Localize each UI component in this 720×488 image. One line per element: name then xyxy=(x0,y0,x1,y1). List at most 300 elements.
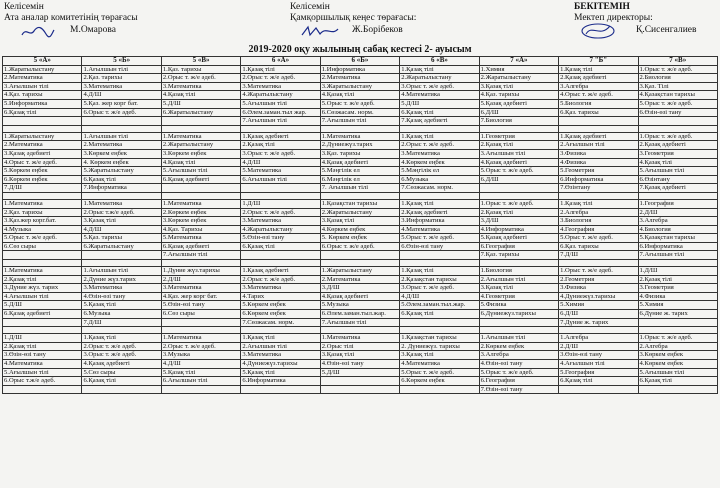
lesson-cell: 5.География xyxy=(559,368,638,377)
header-center xyxy=(290,2,416,24)
lesson-cell: 6.Информатика xyxy=(241,377,320,386)
board-chair-name: Ж.Борібеков xyxy=(352,25,403,35)
lesson-cell: 4.Көркем еңбек xyxy=(320,225,399,234)
day-separator xyxy=(3,192,718,199)
lesson-cell: 6.Мәңгілік ел xyxy=(320,175,399,184)
lesson-cell: 4.Математика xyxy=(3,360,82,369)
lesson-cell: 1.Ағылшын тілі xyxy=(82,132,161,141)
lesson-cell: 2.Ағылшын тілі xyxy=(559,141,638,150)
board-chair-label: Қамқоршылық кеңес төрағасы: xyxy=(290,13,417,23)
lesson-cell: 4.Музыка xyxy=(3,225,82,234)
lesson-cell: 6.Қазақ әдебиеті xyxy=(161,242,240,251)
lesson-cell: 2.Орыс т. ж/е әдеб. xyxy=(241,275,320,284)
lesson-cell: 2.Қаз. тарихы xyxy=(3,208,82,217)
lesson-cell: 1.Математика xyxy=(320,132,399,141)
lesson-row xyxy=(3,117,718,126)
lesson-cell: 5. Көркем еңбек xyxy=(320,234,399,243)
lesson-cell: 1.Математика xyxy=(161,132,240,141)
lesson-cell: 5.Орыс т. ж/е әдеб. xyxy=(320,99,399,108)
lesson-cell: 7.Сөзжасам. норм. xyxy=(400,184,479,193)
lesson-cell: 3.Қазақ тілі xyxy=(82,217,161,226)
lesson-cell: 7.Ағылшын тілі xyxy=(638,251,718,260)
lesson-cell: 1.Алгебра xyxy=(559,334,638,343)
lesson-cell: 3.Қазақ тілі xyxy=(320,351,399,360)
lesson-cell: 7.Өзін-өзі тану xyxy=(479,385,558,394)
lesson-cell: 3.Орыс т. ж/е әдеб. xyxy=(82,351,161,360)
lesson-cell xyxy=(559,385,638,394)
separator-cell xyxy=(400,260,479,267)
lesson-cell: 2.Қазақ тілі xyxy=(3,275,82,284)
separator-cell xyxy=(320,260,399,267)
lesson-cell: 1.Математика xyxy=(3,267,82,276)
lesson-row xyxy=(3,158,718,167)
lesson-cell: 6.Музыка xyxy=(400,175,479,184)
lesson-cell: 1.Қазақ әдебиеті xyxy=(241,267,320,276)
separator-cell xyxy=(479,125,558,132)
lesson-cell: 5.Қазақ әдебиеті xyxy=(479,234,558,243)
lesson-cell: 5.Көркем еңбек xyxy=(3,167,82,176)
signature-right xyxy=(578,22,618,42)
separator-cell xyxy=(82,327,161,334)
lesson-cell xyxy=(241,385,320,394)
lesson-cell: 6.Көркем еңбек xyxy=(3,175,82,184)
lesson-cell xyxy=(82,385,161,394)
lesson-cell: 1.Химия xyxy=(479,65,558,74)
lesson-cell: 3.Геометрия xyxy=(638,149,718,158)
lesson-cell xyxy=(3,251,82,260)
lesson-cell: 1.Қазақ әдебиеті xyxy=(241,132,320,141)
lesson-cell xyxy=(241,184,320,193)
lesson-cell: 7.Дүние ж. тарих xyxy=(559,318,638,327)
director-label: Мектеп директоры: xyxy=(574,13,653,23)
separator-cell xyxy=(479,260,558,267)
lesson-cell: 4.Геометрия xyxy=(479,292,558,301)
lesson-cell: 2.Дүние жүз.тарих xyxy=(82,275,161,284)
lesson-row xyxy=(3,184,718,193)
lesson-cell: 4.Өзін-өзі тану xyxy=(82,292,161,301)
lesson-cell: 5.Орыс т. ж/е әдеб. xyxy=(3,234,82,243)
lesson-cell: 5.Қазақ әдебиеті xyxy=(479,99,558,108)
lesson-cell: 4.Информатика xyxy=(479,225,558,234)
separator-cell xyxy=(241,260,320,267)
lesson-row xyxy=(3,141,718,150)
lesson-cell: 4.Д/Ш xyxy=(241,158,320,167)
lesson-cell: 6.Сөз сыры xyxy=(161,310,240,319)
lesson-cell: 3.Биология xyxy=(559,217,638,226)
lesson-cell: 3.Физика xyxy=(559,284,638,293)
committee-chair-name: М.Омарова xyxy=(70,25,116,35)
lesson-cell: 4.Физика xyxy=(638,292,718,301)
lesson-cell: 4.Дүниежүз.тарихы xyxy=(559,292,638,301)
lesson-cell: 4.Қазақ әдебиеті xyxy=(82,360,161,369)
lesson-cell: 6.Қазақ тілі xyxy=(82,175,161,184)
lesson-cell: 3.Көркем еңбек xyxy=(161,217,240,226)
lesson-cell: 7. Ағылшын тілі xyxy=(320,184,399,193)
lesson-cell: 3.Қазақ әдебиеті xyxy=(3,149,82,158)
lesson-cell: 3.Жаратылыстану xyxy=(320,82,399,91)
lesson-cell: 2.Геометрия xyxy=(559,275,638,284)
lesson-cell: 5.Қаз. тарихы xyxy=(82,234,161,243)
class-column-header: 5 «В» xyxy=(161,57,240,66)
lesson-cell: 1.Қазақ тілі xyxy=(559,199,638,208)
day-separator xyxy=(3,125,718,132)
separator-cell xyxy=(559,260,638,267)
lesson-cell: 3.Д/Ш xyxy=(320,284,399,293)
lesson-cell: 5.Көркем еңбек xyxy=(241,301,320,310)
lesson-cell: 2.Алгебра xyxy=(638,342,718,351)
lesson-cell xyxy=(320,377,399,386)
separator-cell xyxy=(559,125,638,132)
lesson-cell: 3.Қазақ тілі xyxy=(400,351,479,360)
lesson-cell: 1.География xyxy=(638,199,718,208)
lesson-cell: 2.Қазақ тілі xyxy=(3,342,82,351)
separator-cell xyxy=(82,125,161,132)
lesson-cell: 1.Қазақ тілі xyxy=(400,199,479,208)
lesson-row xyxy=(3,225,718,234)
lesson-cell: 6.Қазақ тілі xyxy=(3,108,82,117)
lesson-cell: 1.Қазақ тілі xyxy=(559,65,638,74)
lesson-cell: 2.Көркем еңбек xyxy=(161,208,240,217)
class-column-header: 6 «А» xyxy=(241,57,320,66)
lesson-cell: 2.Жаратылыстану xyxy=(161,141,240,150)
lesson-cell: 4.Көркем еңбек xyxy=(638,360,718,369)
lesson-row xyxy=(3,301,718,310)
lesson-cell: 6.Қазақ тілі xyxy=(400,108,479,117)
lesson-cell: 4.Дүниежүз.тарихы xyxy=(241,360,320,369)
lesson-cell: 3.Математика xyxy=(241,284,320,293)
lesson-cell: 1.Қазақ тілі xyxy=(82,334,161,343)
separator-cell xyxy=(400,192,479,199)
lesson-cell: 2.Орыс т. ж/е әдеб. xyxy=(82,342,161,351)
lesson-row xyxy=(3,351,718,360)
lesson-cell: 4.Қазақ тілі xyxy=(161,91,240,100)
lesson-cell: 2.Қазақ тілі xyxy=(638,275,718,284)
lesson-cell: 6.Қазақ тілі xyxy=(638,377,718,386)
lesson-cell: 4.Көркем еңбек xyxy=(400,158,479,167)
lesson-cell: 5.Орыс т. ж/е әдеб. xyxy=(479,368,558,377)
lesson-cell: 7.Ағылшын тілі xyxy=(320,117,399,126)
lesson-cell: 1.Математика xyxy=(82,199,161,208)
lesson-cell: 5.Орыс т. ж/е әдеб. xyxy=(638,99,718,108)
lesson-cell: 6.Сөзжасам. норм. xyxy=(320,108,399,117)
lesson-cell: 5.Геометрия xyxy=(559,167,638,176)
lesson-cell: 1.Қазақ тілі xyxy=(400,267,479,276)
lesson-cell: 5.Сөз сыры xyxy=(82,368,161,377)
lesson-cell: 1.Математика xyxy=(161,334,240,343)
separator-cell xyxy=(241,192,320,199)
lesson-cell: 6.Д/Ш xyxy=(479,175,558,184)
separator-cell xyxy=(638,192,718,199)
lesson-cell: 5.Ағылшын тілі xyxy=(638,167,718,176)
separator-cell xyxy=(638,327,718,334)
lesson-cell: 1.Д/Ш xyxy=(241,199,320,208)
lesson-row xyxy=(3,82,718,91)
lesson-cell: 6.География xyxy=(479,377,558,386)
lesson-cell: 3.Ағылшын тілі xyxy=(3,82,82,91)
lesson-cell: 1.Қазақ әдебиеті xyxy=(559,132,638,141)
lesson-cell: 3.Геометрия xyxy=(638,284,718,293)
lesson-cell: 1.Д/Ш xyxy=(638,267,718,276)
class-column-header: 6 «В» xyxy=(400,57,479,66)
lesson-cell: 6.Д/Ш xyxy=(479,108,558,117)
separator-cell xyxy=(3,125,82,132)
class-column-header: 5 «Б» xyxy=(82,57,161,66)
lesson-cell: 6.Өзін-өзі тану xyxy=(638,108,718,117)
lesson-cell: 2.Орыс т.ж/е әдеб. xyxy=(82,208,161,217)
director-name: Қ.Сисенгалиев xyxy=(636,25,697,35)
lesson-cell: 5.Ағылшын тілі xyxy=(638,368,718,377)
class-column-header: 7 "Б" xyxy=(559,57,638,66)
lesson-cell: 3.Өзін-өзі тану xyxy=(559,351,638,360)
lesson-cell: 7.Сөзжасам. норм. xyxy=(241,318,320,327)
lesson-cell: 2.Көркем еңбек xyxy=(479,342,558,351)
lesson-cell: 7.Д/Ш xyxy=(3,184,82,193)
lesson-cell: 3.Қаз. Тілі xyxy=(638,82,718,91)
lesson-cell: 5.Орыс т. ж/е әдеб. xyxy=(559,234,638,243)
lesson-cell xyxy=(638,318,718,327)
lesson-cell: 6.Ағылшын тілі xyxy=(161,377,240,386)
lesson-row xyxy=(3,149,718,158)
committee-chair-label: Ата аналар комитетінің төрағасы xyxy=(4,13,138,23)
lesson-cell: 2.Математика xyxy=(320,74,399,83)
lesson-cell: 5.Қаз. жер корг бат. xyxy=(82,99,161,108)
lesson-cell: 6.Дүние ж. тарих xyxy=(638,310,718,319)
lesson-cell: 1.Ағылшын тілі xyxy=(479,334,558,343)
lesson-cell: 5.Мәңгілік ел xyxy=(320,167,399,176)
separator-cell xyxy=(161,260,240,267)
lesson-row xyxy=(3,167,718,176)
lesson-cell xyxy=(479,318,558,327)
lesson-cell: 4.Қазақ тілі xyxy=(320,91,399,100)
lesson-row xyxy=(3,99,718,108)
lesson-cell: 5.Орыс т. ж/е әдеб. xyxy=(400,368,479,377)
lesson-cell: 6.Көркем еңбек xyxy=(241,310,320,319)
lesson-cell: 5.Д/Ш xyxy=(320,368,399,377)
schedule-table xyxy=(2,56,718,394)
lesson-cell: 3.Көркем еңбек xyxy=(638,351,718,360)
lesson-cell: 2.Орыс т. ж/е әдеб. xyxy=(161,74,240,83)
lesson-cell: 2.Қазақ әдебиеті xyxy=(559,74,638,83)
lesson-cell: 3.Математика xyxy=(241,82,320,91)
lesson-cell: 5.Өзін-өзі тану xyxy=(241,234,320,243)
lesson-cell: 3.Музыка xyxy=(161,351,240,360)
lesson-cell: 1.Ағылшын тілі xyxy=(82,267,161,276)
lesson-cell: 4.Қаз. жер корг бат. xyxy=(161,292,240,301)
lesson-cell: 1.Орыс т. ж/е әдеб. xyxy=(638,65,718,74)
lesson-cell: 6.Қазақ тілі xyxy=(82,377,161,386)
lesson-cell xyxy=(82,117,161,126)
lesson-cell: 5.Қазақ тілі xyxy=(161,368,240,377)
separator-cell xyxy=(479,327,558,334)
lesson-row xyxy=(3,242,718,251)
lesson-cell: 2.Математика xyxy=(3,74,82,83)
lesson-row xyxy=(3,199,718,208)
lesson-cell: 4.Қаз. тарихы xyxy=(479,91,558,100)
lesson-row xyxy=(3,217,718,226)
lesson-cell: 2.Математика xyxy=(82,141,161,150)
lesson-cell: 4.Қазақ тілі xyxy=(638,158,718,167)
lesson-cell: 1.Орыс т. ж/е әдеб. xyxy=(559,267,638,276)
class-column-header: 7 «В» xyxy=(638,57,718,66)
lesson-cell: 7.Өзінтану xyxy=(559,184,638,193)
separator-cell xyxy=(161,125,240,132)
lesson-cell: 4.Қаз. Тарихы xyxy=(161,225,240,234)
lesson-cell: 1.Информатика xyxy=(320,65,399,74)
separator-cell xyxy=(3,260,82,267)
agreed-left: Келісемін xyxy=(4,2,44,12)
lesson-cell: 3.Орыс т. ж/е әдеб. xyxy=(241,149,320,158)
lesson-cell: 2.Қазақстан тарихы xyxy=(400,275,479,284)
lesson-cell: 4.Математика xyxy=(400,225,479,234)
lesson-cell: 3.Алгебра xyxy=(638,217,718,226)
lesson-cell xyxy=(82,251,161,260)
lesson-row xyxy=(3,318,718,327)
separator-cell xyxy=(320,192,399,199)
lesson-cell: 5.Математика xyxy=(241,167,320,176)
lesson-cell: 1.Қазақстан тарихы xyxy=(400,334,479,343)
lesson-cell: 5.Ағылшын тілі xyxy=(241,99,320,108)
lesson-cell: 2.Биология xyxy=(638,74,718,83)
lesson-cell: 2.Орыс т. ж/е әдеб. xyxy=(241,74,320,83)
lesson-cell: 2.Жаратылыстану xyxy=(479,74,558,83)
lesson-cell: 6.Көркем еңбек xyxy=(400,377,479,386)
lesson-cell: 2.Қазақ тілі xyxy=(479,208,558,217)
lesson-cell: 7.Ағылшын тілі xyxy=(161,251,240,260)
lesson-cell: 2.Қазақ әдебиеті xyxy=(638,141,718,150)
lesson-row xyxy=(3,74,718,83)
lesson-cell: 3.Ағылшын тілі xyxy=(479,149,558,158)
lesson-cell: 3.Алгебра xyxy=(479,351,558,360)
lesson-cell: 3.Қаз.жер корг.бат. xyxy=(3,217,82,226)
lesson-cell: 6.Дүниежүз.тарихы xyxy=(479,310,558,319)
lesson-cell: 5.Д/Ш xyxy=(400,99,479,108)
lesson-cell: 7.Биология xyxy=(479,117,558,126)
separator-cell xyxy=(400,125,479,132)
lesson-cell xyxy=(400,318,479,327)
signature-left xyxy=(20,25,56,41)
lesson-cell: 2.Алгебра xyxy=(559,208,638,217)
lesson-row xyxy=(3,108,718,117)
lesson-cell xyxy=(3,318,82,327)
lesson-cell: 5.Мәңгілік ел xyxy=(400,167,479,176)
lesson-cell: 1.Жаратылыстану xyxy=(3,132,82,141)
class-column-header: 5 «А» xyxy=(3,57,82,66)
lesson-row xyxy=(3,234,718,243)
lesson-cell: 4.Жаратылыстану xyxy=(241,91,320,100)
lesson-cell: 4.Қаз. тарихы xyxy=(3,91,82,100)
header-left xyxy=(4,2,138,24)
lesson-cell xyxy=(161,117,240,126)
lesson-cell: 5.Қазақ тілі xyxy=(82,301,161,310)
separator-cell xyxy=(82,260,161,267)
lesson-cell: 5.Химия xyxy=(559,301,638,310)
separator-cell xyxy=(638,125,718,132)
lesson-cell: 1.Қаз. тарихы xyxy=(161,65,240,74)
lesson-cell: 6.Д/Ш xyxy=(559,310,638,319)
lesson-row xyxy=(3,132,718,141)
lesson-cell: 6.Орыс т.ж/е әдеб. xyxy=(3,377,82,386)
lesson-cell: 1.Жаратылыстану xyxy=(320,267,399,276)
lesson-cell: 5.Ағылшын тілі xyxy=(161,167,240,176)
lesson-cell: 2.Орыс т. ж/е әдеб. xyxy=(241,208,320,217)
lesson-cell: 1.Қазақстан тарихы xyxy=(320,199,399,208)
lesson-row xyxy=(3,360,718,369)
lesson-cell xyxy=(161,385,240,394)
lesson-cell: 4.Физика xyxy=(559,158,638,167)
lesson-cell: 2.Жаратылыстану xyxy=(400,74,479,83)
agreed-center: Келісемін xyxy=(290,2,330,12)
separator-cell xyxy=(479,192,558,199)
lesson-cell: 1.Дүние жүз.тарихы xyxy=(161,267,240,276)
lesson-cell: 5.Орыс т. ж/е әдеб. xyxy=(400,234,479,243)
lesson-cell: 2.Д/Ш xyxy=(161,275,240,284)
lesson-cell: 6.География xyxy=(479,242,558,251)
lesson-row xyxy=(3,310,718,319)
lesson-cell: 6.Қаз. тарихы xyxy=(559,108,638,117)
lesson-cell: 7.Д/Ш xyxy=(559,251,638,260)
lesson-cell: 6.Жаратылыстану xyxy=(82,242,161,251)
lesson-cell: 6.Қазақ тілі xyxy=(400,310,479,319)
lesson-row xyxy=(3,334,718,343)
lesson-row xyxy=(3,385,718,394)
separator-cell xyxy=(3,327,82,334)
separator-cell xyxy=(400,327,479,334)
lesson-cell: 4.Д/Ш xyxy=(400,292,479,301)
lesson-row xyxy=(3,275,718,284)
lesson-cell: 3.Қазақ тілі xyxy=(479,82,558,91)
lesson-cell xyxy=(400,385,479,394)
lesson-cell: 3.Қазақ тілі xyxy=(320,217,399,226)
lesson-cell: 6.Сөз сыры xyxy=(3,242,82,251)
lesson-cell: 3.Математика xyxy=(82,82,161,91)
lesson-cell: 4.Ағылшын тілі xyxy=(3,292,82,301)
lesson-cell: 3.Алгебра xyxy=(559,82,638,91)
lesson-cell: 6.Музыка xyxy=(82,310,161,319)
lesson-cell: 3.Физика xyxy=(559,149,638,158)
class-header-row xyxy=(3,57,718,66)
lesson-cell: 6.Қаз. тарихы xyxy=(559,242,638,251)
lesson-cell: 3.Математика xyxy=(241,351,320,360)
lesson-cell: 5.Музыка xyxy=(320,301,399,310)
separator-cell xyxy=(241,327,320,334)
lesson-cell xyxy=(241,251,320,260)
lesson-cell: 3.Математика xyxy=(241,217,320,226)
lesson-cell: 1.Қазақ тілі xyxy=(241,334,320,343)
lesson-cell: 3.Информатика xyxy=(400,217,479,226)
separator-cell xyxy=(320,125,399,132)
lesson-cell xyxy=(3,385,82,394)
separator-cell xyxy=(161,327,240,334)
lesson-cell: 4.Математика xyxy=(400,360,479,369)
lesson-cell: 2.Орыс т. ж/е әдеб. xyxy=(400,141,479,150)
lesson-cell: 6.Қазақ әдебиеті xyxy=(161,175,240,184)
lesson-row xyxy=(3,284,718,293)
lesson-cell xyxy=(559,117,638,126)
separator-cell xyxy=(638,260,718,267)
lesson-cell: 7.Қазақ әдебиеті xyxy=(638,184,718,193)
lesson-cell: 6.Орыс т. ж/е әдеб. xyxy=(82,108,161,117)
lesson-cell: 1.Қазақ тілі xyxy=(400,132,479,141)
lesson-cell: 4. Көркем еңбек xyxy=(82,158,161,167)
lesson-cell: 4.Биология xyxy=(638,225,718,234)
lesson-row xyxy=(3,292,718,301)
lesson-cell: 3.Математика xyxy=(161,82,240,91)
lesson-cell: 6.Жаратылыстану xyxy=(161,108,240,117)
lesson-cell: 1.Орыс т. ж/е әдеб. xyxy=(479,199,558,208)
lesson-row xyxy=(3,251,718,260)
separator-cell xyxy=(161,192,240,199)
lesson-cell: 2.Қазақ әдебиеті xyxy=(400,208,479,217)
